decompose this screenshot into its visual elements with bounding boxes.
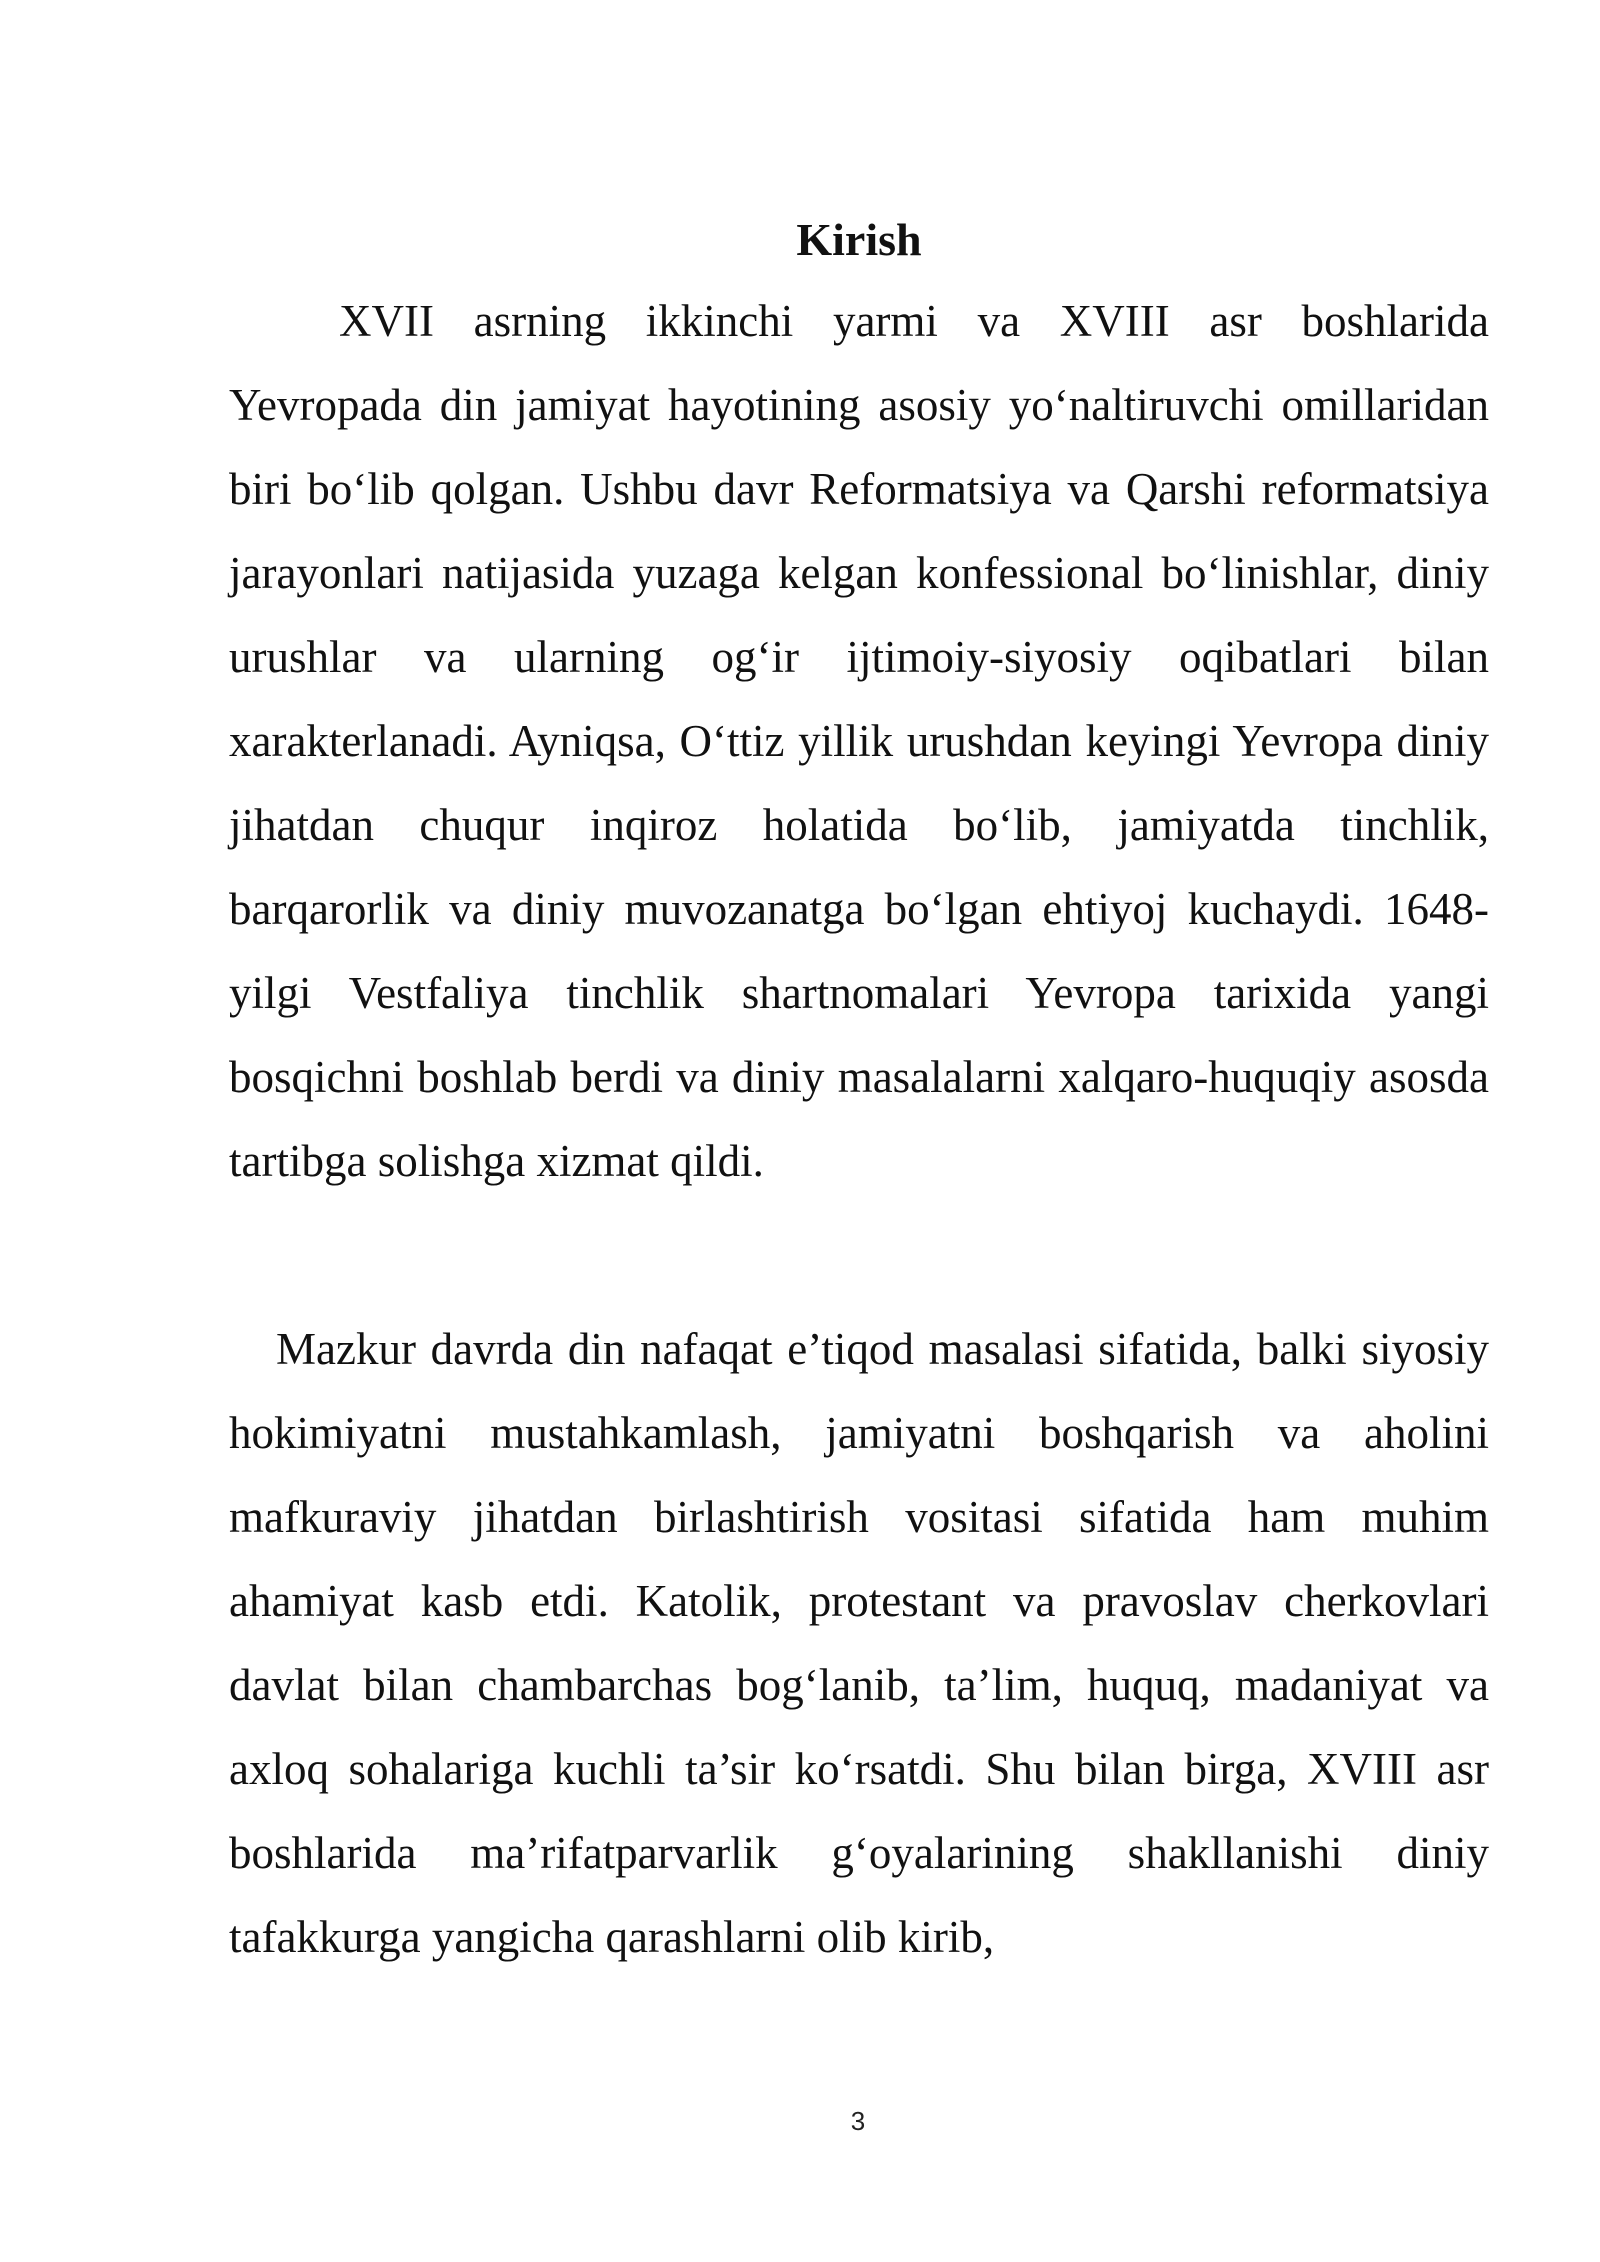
page-title: Kirish — [796, 214, 922, 265]
page-number: 3 — [850, 2106, 866, 2136]
paragraph-intro: XVII asrning ikkinchi yarmi va XVIII asr boshlarida Yevropada din jamiyat hayotining asosiy yo‘naltiruvchi omillaridan biri bo‘lib qolgan. Ushbu davr Reformatsiya va Qarshi reformatsiya jarayonlari natijasida yuzaga kelgan konfessional bo‘linishlar, diniy urushlar va ularning og‘ir ijtimoiy-siyosiy oqibatlari bilan xarakterlanadi. Ayniqsa, O‘ttiz yillik urushdan keyingi Yevropa diniy jihatdan chuqur inqiroz holatida bo‘lib, jamiyatda tinchlik, barqarorlik va diniy muvozanatga bo‘lgan ehtiyoj kuchaydi. 1648-yilgi Vestfaliya tinchlik shartnomalari Yevropa tarixida yangi bosqichni boshlab berdi va diniy masalalarni xalqaro-huquqiy asosda tartibga solishga xizmat qildi. — [229, 296, 1489, 1186]
paragraph-second: Mazkur davrda din nafaqat e’tiqod masalasi sifatida, balki siyosiy hokimiyatni mustahkamlash, jamiyatni boshqarish va aholini mafkuraviy jihatdan birlashtirish vositasi sifatida ham muhim ahamiyat kasb etdi. Katolik, protestant va pravoslav cherkovlari davlat bilan chambarchas bog‘lanib, ta’lim, huquq, madaniyat va axloq sohalariga kuchli ta’sir ko‘rsatdi. Shu bilan birga, XVIII asr boshlarida ma’rifatparvarlik g‘oyalarining shakllanishi diniy tafakkurga yangicha qarashlarni olib kirib, — [229, 1324, 1489, 1962]
